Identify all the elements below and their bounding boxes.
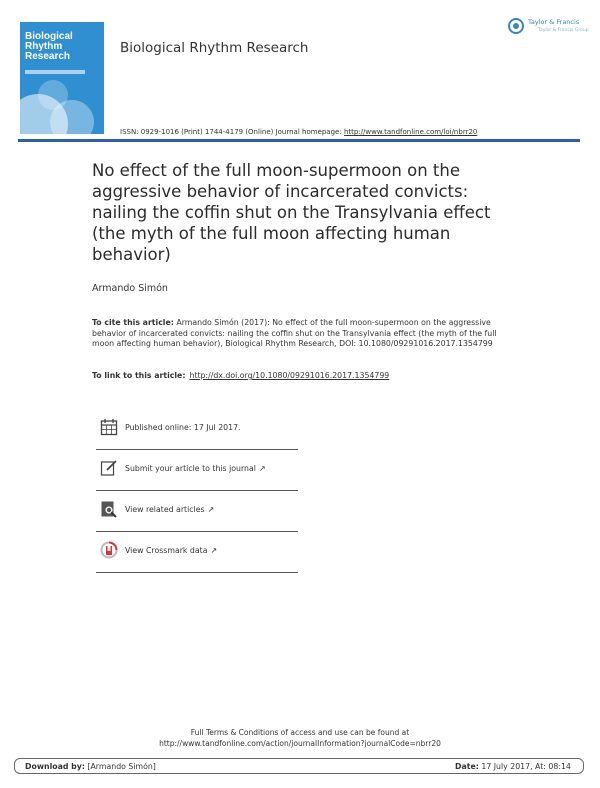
- published-online-row: [96, 410, 298, 450]
- article-link-line: [92, 371, 389, 380]
- cover-title-line: Rhythm: [25, 41, 63, 52]
- related-articles-label: View related articles: [125, 505, 205, 514]
- external-link-icon: ↗: [258, 464, 266, 473]
- article-title: No effect of the full moon-supermoon on the aggressive behavior of incarcerated convicts: nailing the coffin shut on the Transylvania effect (the myth of the full moon affecting human behavior): [92, 161, 491, 264]
- download-date-value: 17 July 2017, At: 08:14: [478, 762, 571, 771]
- download-by-label: Download by:: [25, 762, 85, 771]
- publisher-logo[interactable]: [508, 16, 589, 38]
- submit-article-label: Submit your article to this journal: [125, 464, 256, 473]
- cover-title: [25, 32, 73, 62]
- journal-cover: [20, 22, 104, 134]
- download-date: [455, 762, 571, 771]
- crossmark-link[interactable]: [125, 546, 217, 555]
- citation-doi: 10.1080/09291016.2017.1354799: [358, 339, 493, 348]
- related-articles-row[interactable]: [96, 492, 298, 532]
- cover-circle: [50, 100, 94, 134]
- crossmark-row[interactable]: [96, 533, 298, 573]
- article-doi-link[interactable]: http://dx.doi.org/10.1080/09291016.2017.1354799: [189, 371, 390, 380]
- download-info-bar: [14, 758, 584, 774]
- article-link-label: To link to this article:: [92, 371, 186, 380]
- terms-url[interactable]: http://www.tandfonline.com/action/journalInformation?journalCode=nbrr20: [159, 739, 441, 748]
- issn-text: ISSN: 0929-1016 (Print) 1744-4179 (Online) Journal homepage:: [120, 128, 344, 136]
- journal-title: Biological Rhythm Research: [120, 40, 309, 56]
- related-articles-link[interactable]: [125, 505, 214, 514]
- citation-label: To cite this article:: [92, 318, 174, 327]
- cover-strip: [25, 70, 85, 74]
- terms-footer: [0, 727, 600, 749]
- article-author: Armando Simón: [92, 283, 168, 294]
- citation-text: Armando Simón (2017): No effect of the full moon-supermoon on the aggressive behavior of incarcerated convicts: nailing the coffin shut on the Transylvania effect (the myth of the full moon affecting human behavior), Biological Rhythm Research, DOI:: [92, 318, 497, 348]
- publisher-logo-subtext: Taylor & Francis Group: [538, 28, 589, 33]
- download-by-value: [Armando Simón]: [84, 762, 156, 771]
- submit-article-row[interactable]: [96, 451, 298, 491]
- cover-title-line: Research: [25, 51, 71, 62]
- download-date-label: Date:: [455, 762, 479, 771]
- download-by: [25, 762, 156, 771]
- calendar-icon: [100, 418, 118, 436]
- terms-line: Full Terms & Conditions of access and use can be found at: [190, 728, 410, 737]
- issn-line: [120, 128, 477, 136]
- external-link-icon: ↗: [207, 505, 215, 514]
- publisher-logo-text: Taylor & Francis: [528, 18, 580, 26]
- journal-homepage-link[interactable]: http://www.tandfonline.com/loi/nbrr20: [343, 128, 478, 136]
- external-link-icon: ↗: [210, 546, 218, 555]
- crossmark-label: View Crossmark data: [125, 546, 208, 555]
- submit-article-link[interactable]: [125, 464, 266, 473]
- publisher-logo-icon: [508, 18, 524, 34]
- search-document-icon: [100, 500, 118, 518]
- crossmark-icon: [100, 541, 118, 559]
- edit-icon: [100, 459, 118, 477]
- header-divider: [18, 139, 580, 142]
- cover-title-line: Biological: [25, 31, 73, 42]
- citation-block: [92, 318, 512, 350]
- published-online-text: Published online: 17 Jul 2017.: [125, 423, 241, 432]
